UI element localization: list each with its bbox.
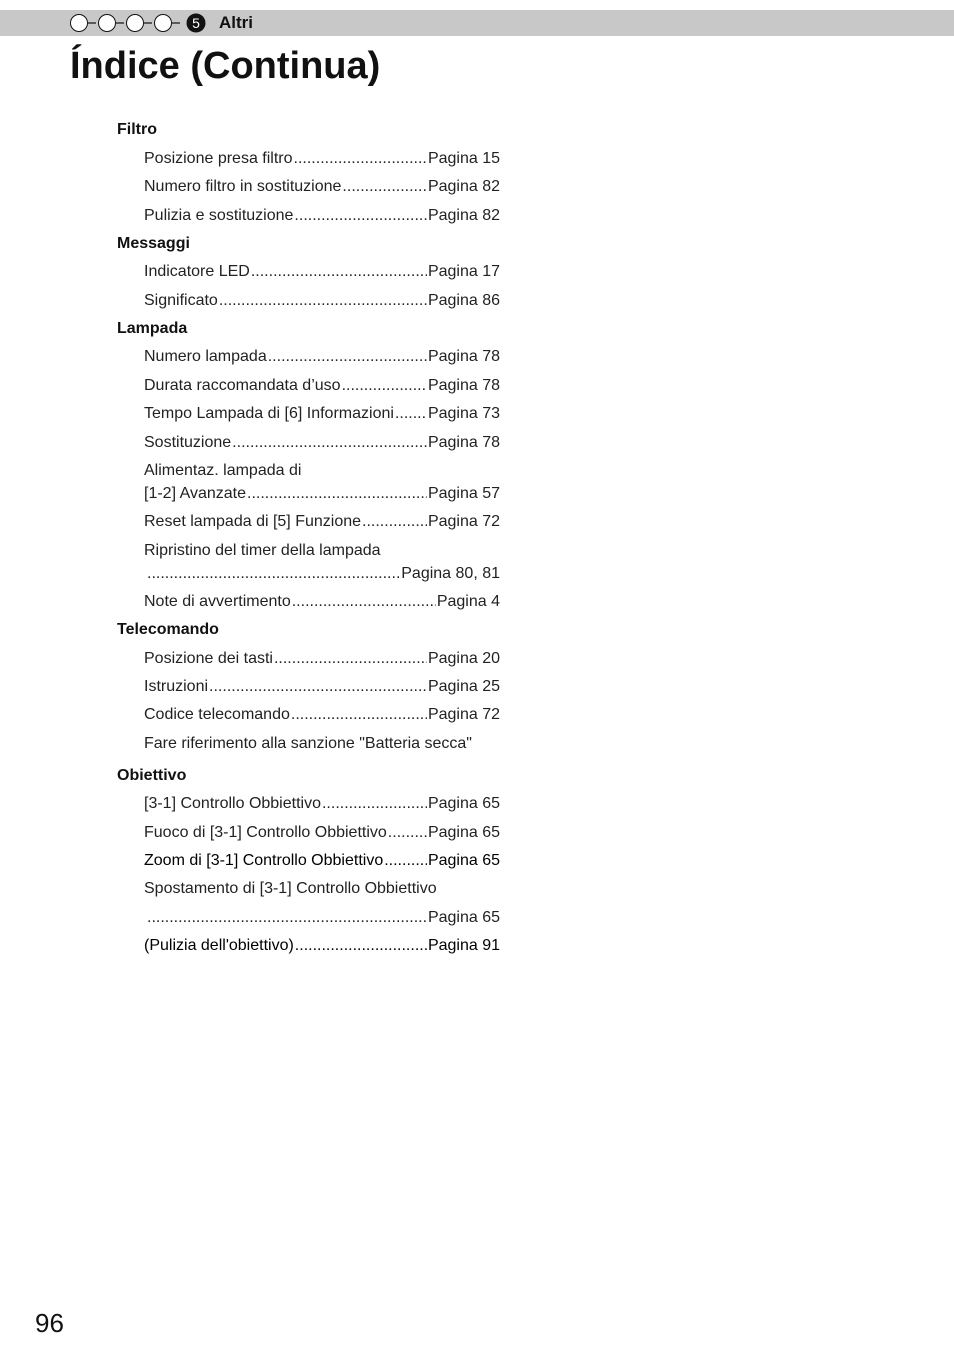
index-entry[interactable] <box>144 851 500 871</box>
leader-dots <box>147 908 427 928</box>
leader-dots <box>322 794 427 814</box>
index-entry[interactable] <box>144 291 500 311</box>
index-entry[interactable] <box>144 262 500 282</box>
index-entry[interactable] <box>144 649 500 669</box>
leader-dots <box>219 291 427 311</box>
entry-label: Durata raccomandata d’uso <box>144 377 341 394</box>
entry-page: Pagina 65 <box>427 909 500 926</box>
entry-label: Fuoco di [3-1] Controllo Obbiettivo <box>144 824 387 841</box>
entry-page: Pagina 65 <box>427 824 500 841</box>
entry-page: Pagina 65 <box>427 852 500 869</box>
leader-dots <box>232 433 427 453</box>
entry-label: (Pulizia dell'obiettivo) <box>144 937 294 954</box>
entry-label: Istruzioni <box>144 678 209 695</box>
leader-dots <box>294 206 427 226</box>
index-entry[interactable] <box>144 512 500 532</box>
leader-dots <box>147 564 400 584</box>
step-circle-icon <box>71 15 88 32</box>
leader-dots <box>342 376 427 396</box>
index-entry[interactable] <box>144 823 500 843</box>
entry-page: Pagina 4 <box>436 593 500 610</box>
entry-page: Pagina 91 <box>427 937 500 954</box>
entry-label: Posizione presa filtro <box>144 150 293 167</box>
page-title: Índice (Continua) <box>70 45 381 87</box>
index-reference-note: Fare riferimento alla sanzione "Batteria secca" <box>144 735 472 752</box>
chapter-step-indicator <box>70 13 210 33</box>
entry-page: Pagina 82 <box>427 207 500 224</box>
chapter-label: Altri <box>219 13 253 32</box>
entry-label: Significato <box>144 292 218 309</box>
step-circles-icon <box>70 13 210 33</box>
index-entry[interactable] <box>144 404 500 424</box>
entry-label: Numero filtro in sostituzione <box>144 178 342 195</box>
entry-label: Sostituzione <box>144 434 232 451</box>
active-step-number: 5 <box>192 15 200 31</box>
leader-dots <box>395 404 427 424</box>
leader-dots <box>292 592 436 612</box>
index-entry[interactable] <box>146 908 500 928</box>
entry-page: Pagina 82 <box>427 178 500 195</box>
leader-dots <box>268 347 427 367</box>
entry-label-line1: Alimentaz. lampada di <box>144 462 302 479</box>
leader-dots <box>247 484 427 504</box>
entry-label: [1-2] Avanzate <box>144 485 246 502</box>
entry-label: Indicatore LED <box>144 263 250 280</box>
entry-page: Pagina 15 <box>427 150 500 167</box>
entry-page: Pagina 17 <box>427 263 500 280</box>
entry-page: Pagina 65 <box>427 795 500 812</box>
index-entry[interactable] <box>144 206 500 226</box>
entry-page: Pagina 78 <box>427 434 500 451</box>
entry-label: Numero lampada <box>144 348 267 365</box>
entry-page: Pagina 72 <box>427 513 500 530</box>
index-heading-filtro: Filtro <box>117 121 157 138</box>
leader-dots <box>291 705 427 725</box>
leader-dots <box>388 823 427 843</box>
index-entry[interactable] <box>146 564 500 584</box>
entry-page: Pagina 72 <box>427 706 500 723</box>
index-heading-obiettivo: Obiettivo <box>117 767 187 784</box>
step-circle-icon <box>99 15 116 32</box>
leader-dots <box>342 177 427 197</box>
entry-label: Codice telecomando <box>144 706 290 723</box>
entry-label: Tempo Lampada di [6] Informazioni <box>144 405 394 422</box>
leader-dots <box>251 262 427 282</box>
index-heading-telecomando: Telecomando <box>117 621 219 638</box>
index-entry[interactable] <box>144 347 500 367</box>
entry-page: Pagina 25 <box>427 678 500 695</box>
index-entry[interactable] <box>144 376 500 396</box>
index-entry[interactable] <box>144 936 500 956</box>
entry-label: Posizione dei tasti <box>144 650 273 667</box>
entry-label: Reset lampada di [5] Funzione <box>144 513 362 530</box>
entry-label: Pulizia e sostituzione <box>144 207 294 224</box>
leader-dots <box>209 677 427 697</box>
entry-label: Zoom di [3-1] Controllo Obbiettivo <box>144 852 384 869</box>
index-entry[interactable] <box>144 433 500 453</box>
leader-dots <box>295 936 427 956</box>
index-entry[interactable] <box>144 177 500 197</box>
page-number: 96 <box>35 1308 64 1338</box>
step-circle-icon <box>127 15 144 32</box>
index-entry[interactable] <box>144 149 500 169</box>
leader-dots <box>294 149 427 169</box>
leader-dots <box>274 649 427 669</box>
entry-page: Pagina 57 <box>427 485 500 502</box>
leader-dots <box>384 851 427 871</box>
entry-page: Pagina 86 <box>427 292 500 309</box>
entry-page: Pagina 78 <box>427 348 500 365</box>
entry-label-line1: Ripristino del timer della lampada <box>144 542 381 559</box>
index-heading-messaggi: Messaggi <box>117 235 190 252</box>
entry-page: Pagina 73 <box>427 405 500 422</box>
step-circle-icon <box>155 15 172 32</box>
entry-page: Pagina 78 <box>427 377 500 394</box>
index-entry[interactable] <box>144 677 500 697</box>
entry-page: Pagina 20 <box>427 650 500 667</box>
index-entry[interactable] <box>144 484 500 504</box>
index-heading-lampada: Lampada <box>117 320 188 337</box>
index-entry[interactable] <box>144 705 500 725</box>
index-entry[interactable] <box>144 592 500 612</box>
entry-page: Pagina 80, 81 <box>401 565 500 582</box>
index-entry[interactable] <box>144 794 500 814</box>
entry-label-line1: Spostamento di [3-1] Controllo Obbiettivo <box>144 880 437 897</box>
entry-label: [3-1] Controllo Obbiettivo <box>144 795 321 812</box>
leader-dots <box>362 512 427 532</box>
entry-label: Note di avvertimento <box>144 593 291 610</box>
